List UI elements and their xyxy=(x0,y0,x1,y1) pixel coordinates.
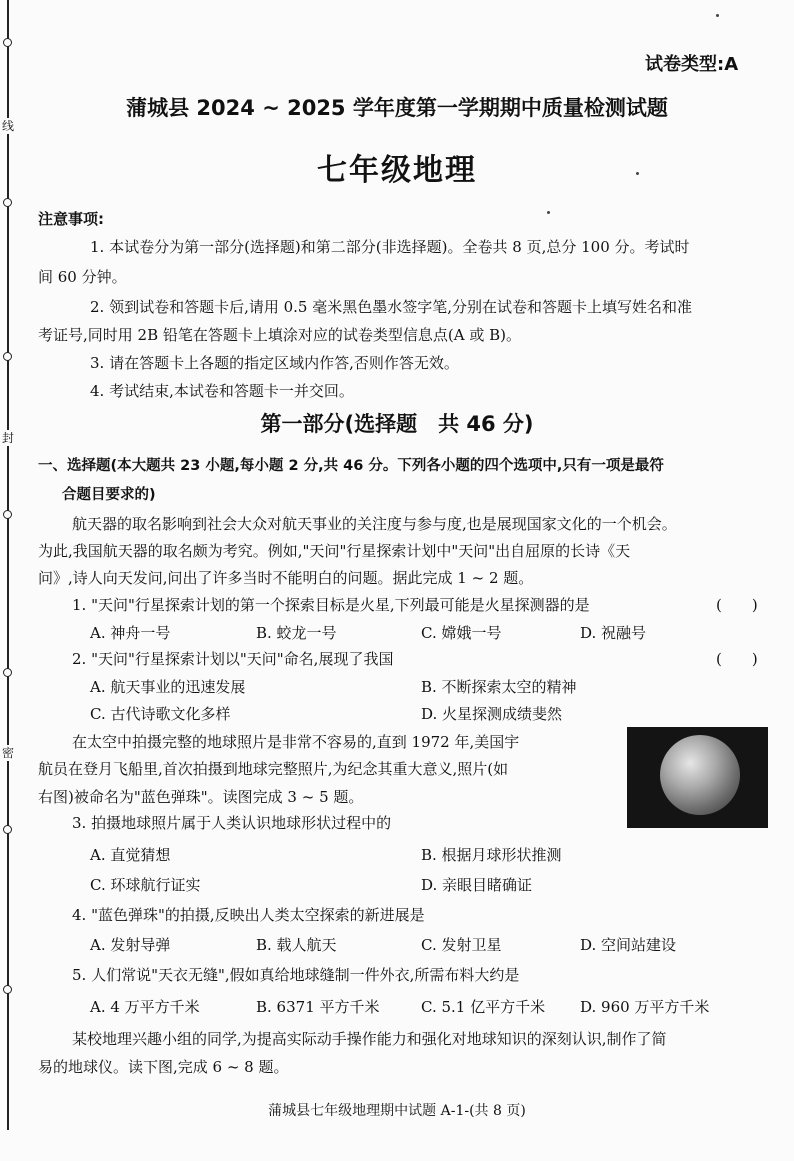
question-1-stem: 1. "天问"行星探索计划的第一个探索目标是火星,下列最可能是火星探测器的是 xyxy=(72,596,590,614)
question-5-option-a: A. 4 万平方千米 xyxy=(90,998,200,1016)
notice-item: 考证号,同时用 2B 铅笔在答题卡上填涂对应的试卷类型信息点(A 或 B)。 xyxy=(38,326,521,344)
question-5-option-c: C. 5.1 亿平方千米 xyxy=(421,998,546,1016)
margin-char-xian: 线 xyxy=(1,119,14,133)
binding-hole xyxy=(3,510,12,519)
scan-speck xyxy=(547,211,550,214)
passage-line: 航天器的取名影响到社会大众对航天事业的关注度与参与度,也是展现国家文化的一个机会。 xyxy=(72,515,677,533)
binding-hole xyxy=(3,668,12,677)
margin-char-mi: 密 xyxy=(1,746,14,760)
question-3-option-c: C. 环球航行证实 xyxy=(90,876,201,894)
passage-line: 易的地球仪。读下图,完成 6 ~ 8 题。 xyxy=(38,1058,289,1076)
passage-line: 右图)被命名为"蓝色弹珠"。读图完成 3 ~ 5 题。 xyxy=(38,788,364,806)
question-3-option-a: A. 直觉猜想 xyxy=(90,846,171,864)
section-instruction: 合题目要求的) xyxy=(62,487,156,503)
exam-title: 蒲城县 2024 ~ 2025 学年度第一学期期中质量检测试题 xyxy=(126,96,668,120)
notice-item: 4. 考试结束,本试卷和答题卡一并交回。 xyxy=(90,382,354,400)
passage-line: 为此,我国航天器的取名颇为考究。例如,"天问"行星探索计划中"天问"出自屈原的长诗《天 xyxy=(38,542,631,560)
scan-speck xyxy=(716,14,719,17)
question-2-option-d: D. 火星探测成绩斐然 xyxy=(421,705,563,723)
question-2-stem: 2. "天问"行星探索计划以"天问"命名,展现了我国 xyxy=(72,650,394,668)
question-3-stem: 3. 拍摄地球照片属于人类认识地球形状过程中的 xyxy=(72,814,392,832)
question-4-option-a: A. 发射导弹 xyxy=(90,936,171,954)
answer-paren: ( ) xyxy=(716,596,758,614)
question-3-option-d: D. 亲眼目睹确证 xyxy=(421,876,533,894)
notice-item: 2. 领到试卷和答题卡后,请用 0.5 毫米黑色墨水签字笔,分别在试卷和答题卡上填写姓名和准 xyxy=(90,298,693,316)
answer-paren: ( ) xyxy=(716,650,758,668)
part1-title: 第一部分(选择题 共 46 分) xyxy=(260,412,534,436)
passage-line: 问》,诗人向天发问,问出了许多当时不能明白的问题。据此完成 1 ~ 2 题。 xyxy=(38,569,534,587)
question-4-option-b: B. 载人航天 xyxy=(256,936,337,954)
notice-heading: 注意事项: xyxy=(38,210,104,228)
question-4-option-c: C. 发射卫星 xyxy=(421,936,502,954)
binding-hole xyxy=(3,38,12,47)
binding-hole xyxy=(3,198,12,207)
question-2-option-a: A. 航天事业的迅速发展 xyxy=(90,678,246,696)
margin-char-feng: 封 xyxy=(1,431,14,445)
notice-item: 间 60 分钟。 xyxy=(38,268,127,286)
notice-item: 3. 请在答题卡上各题的指定区域内作答,否则作答无效。 xyxy=(90,354,459,372)
passage-line: 航员在登月飞船里,首次拍摄到地球完整照片,为纪念其重大意义,照片(如 xyxy=(38,760,509,778)
section-instruction: 一、选择题(本大题共 23 小题,每小题 2 分,共 46 分。下列各小题的四个选项中,只有一项是最符 xyxy=(38,458,664,474)
binding-hole xyxy=(3,985,12,994)
earth-photo xyxy=(627,727,768,828)
page-footer: 蒲城县七年级地理期中试题 A-1-(共 8 页) xyxy=(268,1103,526,1119)
question-1-option-a: A. 神舟一号 xyxy=(90,624,171,642)
question-1-option-b: B. 蛟龙一号 xyxy=(256,624,337,642)
passage-line: 在太空中拍摄完整的地球照片是非常不容易的,直到 1972 年,美国宇 xyxy=(72,733,520,751)
earth-globe-image xyxy=(660,735,740,815)
paper-type-label: 试卷类型:A xyxy=(645,54,739,75)
scan-speck xyxy=(636,172,639,175)
question-1-option-c: C. 嫦娥一号 xyxy=(421,624,502,642)
question-3-option-b: B. 根据月球形状推测 xyxy=(421,846,562,864)
binding-hole xyxy=(3,825,12,834)
question-5-option-b: B. 6371 平方千米 xyxy=(256,998,380,1016)
question-4-stem: 4. "蓝色弹珠"的拍摄,反映出人类太空探索的新进展是 xyxy=(72,906,425,924)
question-5-stem: 5. 人们常说"天衣无缝",假如真给地球缝制一件外衣,所需布料大约是 xyxy=(72,966,520,984)
passage-line: 某校地理兴趣小组的同学,为提高实际动手操作能力和强化对地球知识的深刻认识,制作了简 xyxy=(72,1030,667,1048)
question-4-option-d: D. 空间站建设 xyxy=(580,936,677,954)
question-2-option-b: B. 不断探索太空的精神 xyxy=(421,678,577,696)
notice-item: 1. 本试卷分为第一部分(选择题)和第二部分(非选择题)。全卷共 8 页,总分 100 分。考试时 xyxy=(90,238,690,256)
subject-title: 七年级地理 xyxy=(317,153,477,188)
question-1-option-d: D. 祝融号 xyxy=(580,624,647,642)
question-2-option-c: C. 古代诗歌文化多样 xyxy=(90,705,231,723)
question-5-option-d: D. 960 万平方千米 xyxy=(580,998,710,1016)
binding-hole xyxy=(3,352,12,361)
